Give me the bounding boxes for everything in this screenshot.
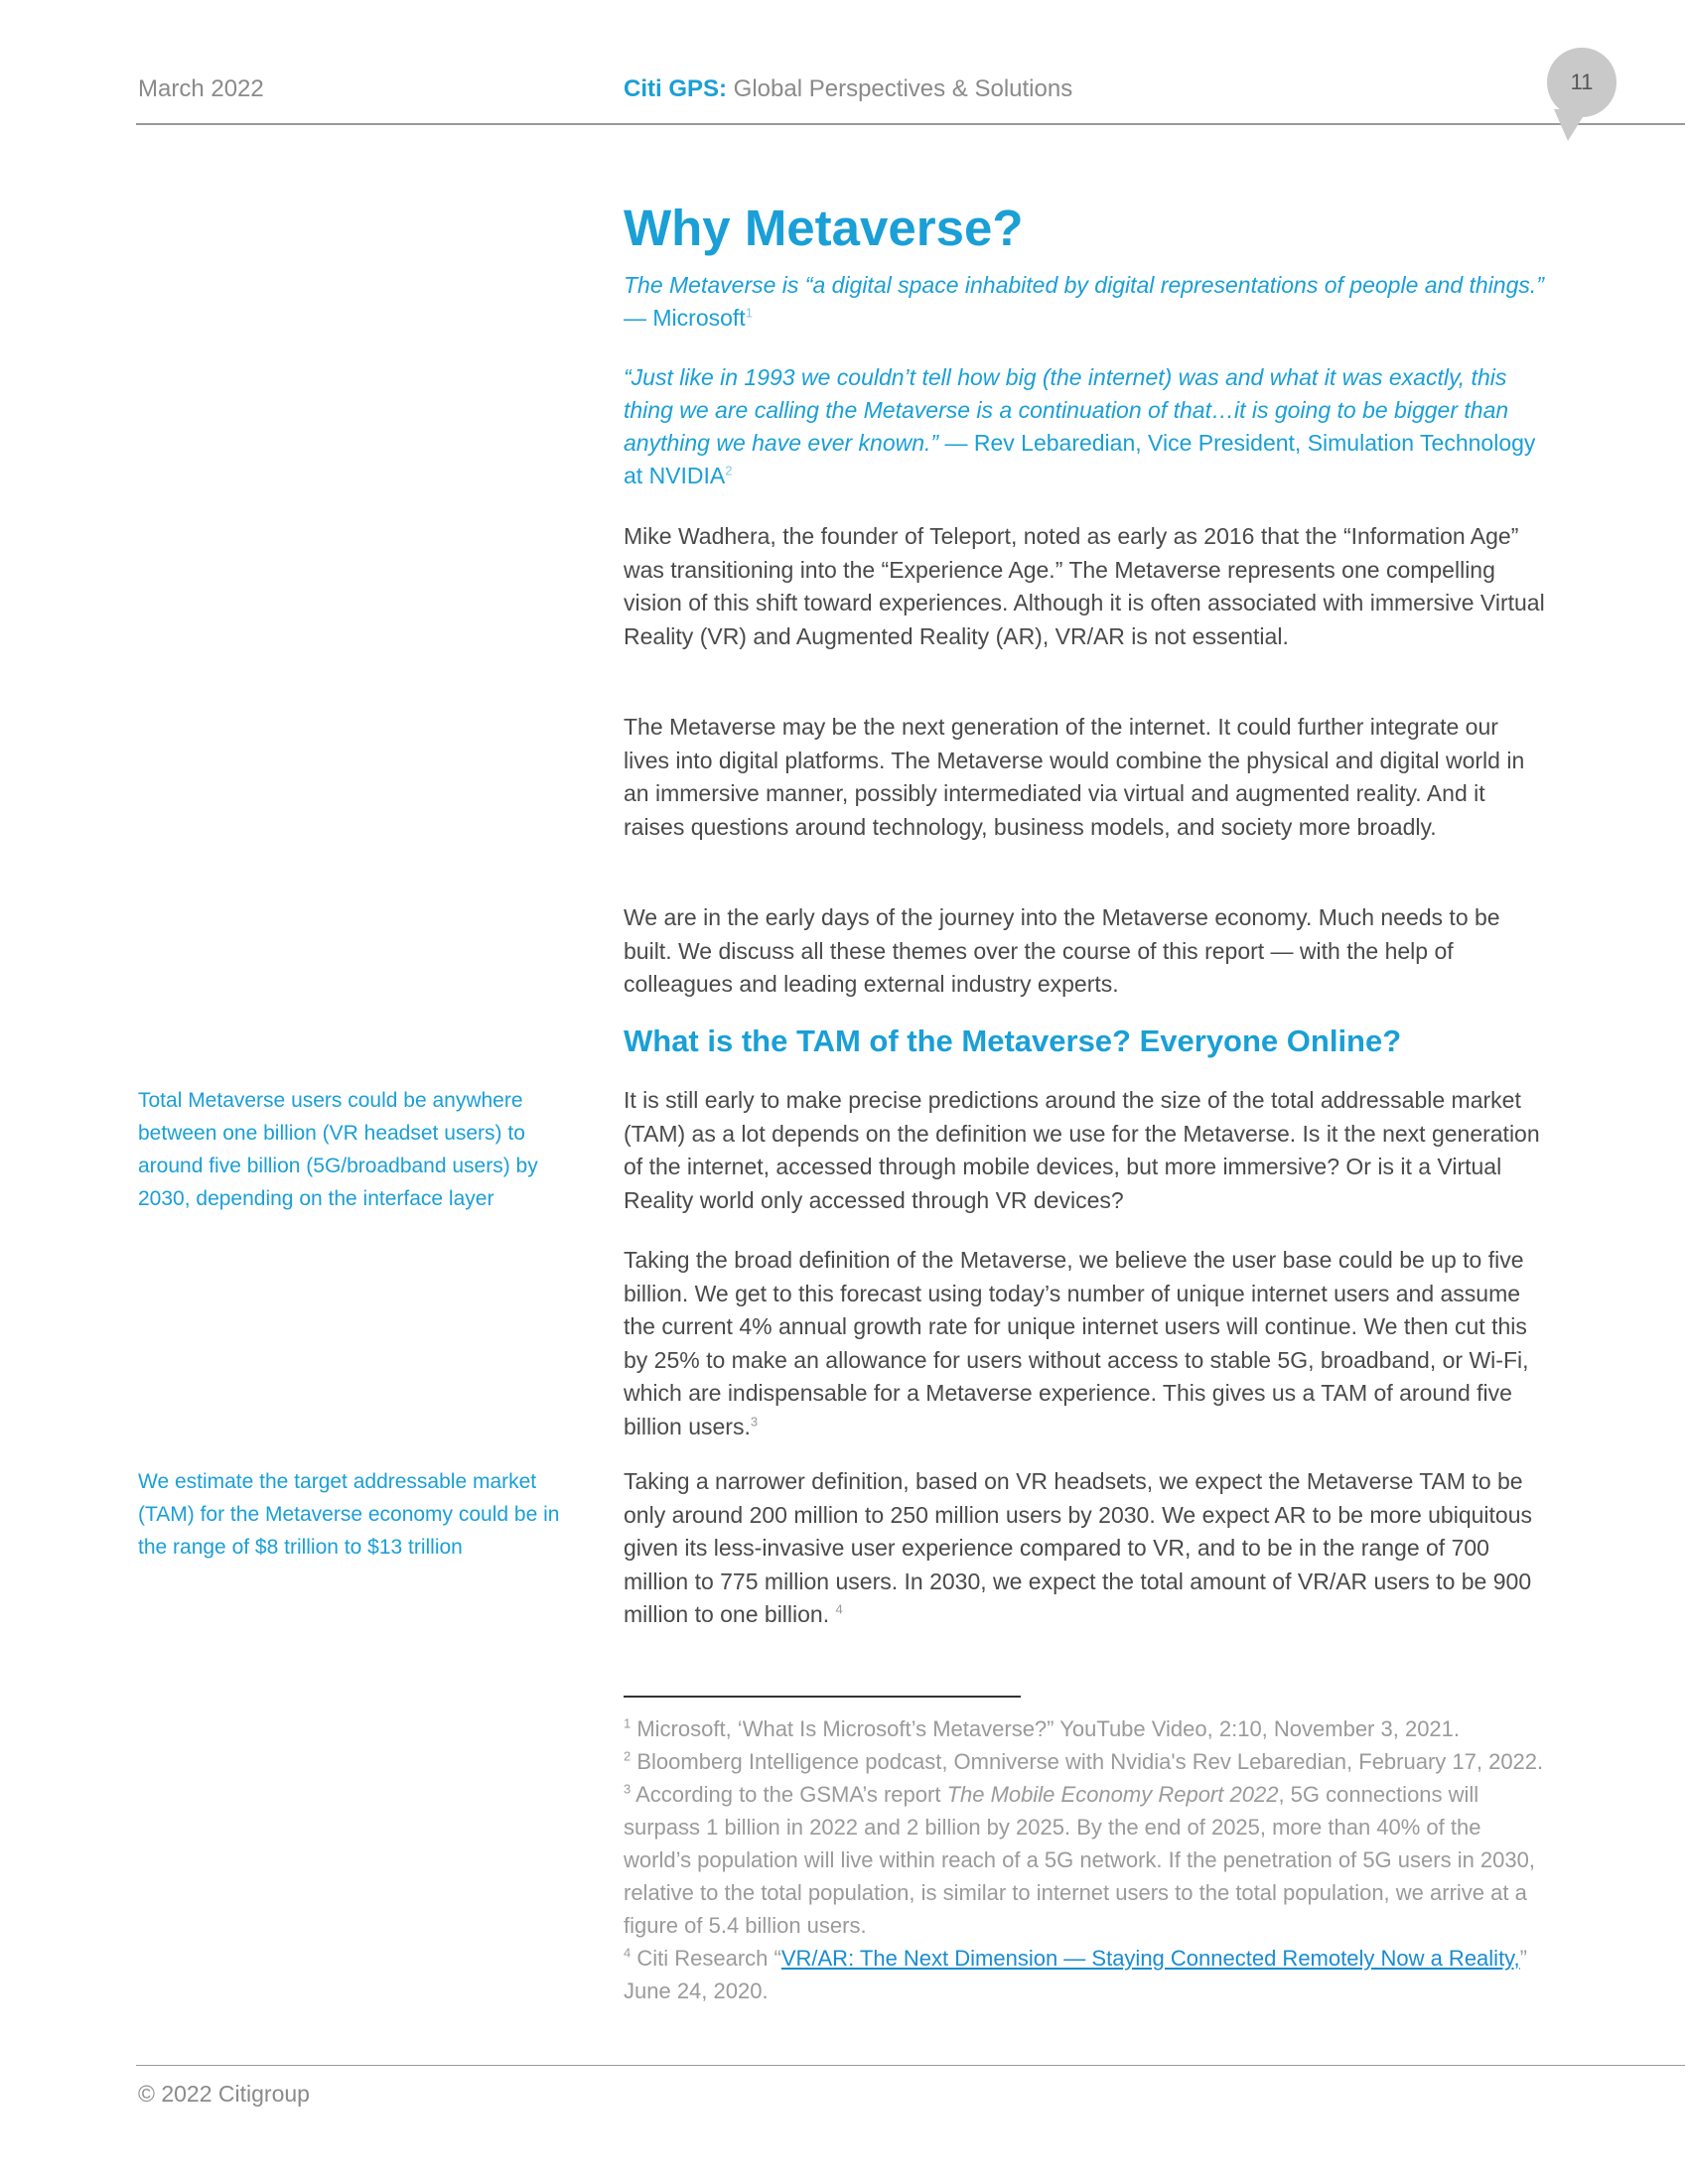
sidenote-users: Total Metaverse users could be anywhere between one billion (VR headset users) to around five billion (5G/broadband users) by 2030, depending on the interface layer: [138, 1089, 538, 1210]
section-paragraph-text: Taking a narrower definition, based on VR headsets, we expect the Metaverse TAM to be only around 200 million to 250 million users by 2030. We expect AR to be more ubiquitous given its less-invasive user experience compared to VR, and to be in the range of 700 million to 775 million users. In 2030, we expect the total amount of VR/AR users to be 900 million to one billion.: [624, 1468, 1532, 1627]
quote-nvidia: [624, 361, 1547, 492]
footnote-report-link[interactable]: VR/AR: The Next Dimension — Staying Connected Remotely Now a Reality,: [780, 1946, 1520, 1971]
footnote-4: [624, 1942, 1547, 2007]
footnote-report-title: The Mobile Economy Report 2022: [946, 1782, 1279, 1807]
section-heading-block: [624, 1025, 1547, 1056]
footnote-text: , 5G connections will surpass 1 billion in 2022 and 2 billion by 2025. By the end of 2025, more than 40% of the world’s population will live within reach of a 5G network. If the penetration of 5G users in 2030, relative to the total population, is similar to internet users to the total population, we arrive at a figure of 5.4 billion users.: [624, 1782, 1535, 1938]
footnote-number: 3: [624, 1781, 632, 1797]
footnote-text: Bloomberg Intelligence podcast, Omniverse with Nvidia's Rev Lebaredian, February 17, 2022.: [631, 1749, 1544, 1774]
footnote-text: Citi Research “: [631, 1946, 781, 1971]
footnote-ref-3[interactable]: 3: [750, 1413, 759, 1429]
footnote-number: 4: [624, 1945, 632, 1961]
footnote-number: 2: [624, 1748, 632, 1764]
title-block: [624, 200, 1547, 256]
footer-divider: [136, 2065, 1685, 2066]
footnotes: [624, 1712, 1547, 2007]
footnote-ref-4[interactable]: 4: [835, 1601, 843, 1617]
page-number-badge: [1547, 48, 1617, 117]
section-paragraph-text: It is still early to make precise predictions around the size of the total addressable market (TAM) as a lot depends on the definition we use for the Metaverse. Is it the next generation of the internet, accessed through mobile devices, but more immersive? Or is it a Virtual Reality world only accessed through VR devices?: [624, 1087, 1540, 1213]
header-divider: [136, 123, 1685, 125]
paragraph: The Metaverse may be the next generation of the internet. It could further integrate our lives into digital platforms. The Metaverse would combine the physical and digital world in an immersive manner, possibly intermediated via virtual and augmented reality. And it raises questions around technology, business models, and society more broadly.: [624, 714, 1525, 840]
page-title: Why Metaverse?: [624, 200, 1024, 256]
footnote-ref-1[interactable]: 1: [745, 305, 753, 321]
footnote-divider: [624, 1696, 1021, 1698]
footnote-3: [624, 1778, 1547, 1942]
paragraph: Mike Wadhera, the founder of Teleport, noted as early as 2016 that the “Information Age” was transitioning into the “Experience Age.” The Metaverse represents one compelling vision of this shift toward experiences. Although it is often associated with immersive Virtual Reality (VR) and Augmented Reality (AR), VR/AR is not essential.: [624, 523, 1545, 649]
footnote-2: [624, 1745, 1547, 1778]
section-paragraph: [624, 1084, 1547, 1217]
header-subtitle: Global Perspectives & Solutions: [727, 75, 1073, 102]
page-number: 11: [1570, 69, 1594, 94]
footnote-text: Microsoft, ‘What Is Microsoft’s Metaverse?” YouTube Video, 2:10, November 3, 2021.: [631, 1716, 1461, 1741]
footnote-text: According to the GSMA’s report: [631, 1782, 947, 1807]
header-publication-title: [624, 75, 1072, 103]
quote-2-text: “Just like in 1993 we couldn’t tell how big (the internet) was and what it was exactly, this thing we are calling the Metaverse is a continuation of that…it is going to be bigger than anything we have ever known.”: [624, 364, 1509, 456]
paragraph: We are in the early days of the journey into the Metaverse economy. Much needs to be built. We discuss all these themes over the course of this report — with the help of colleagues and leading external industry experts.: [624, 904, 1500, 997]
section-paragraph: [624, 1465, 1547, 1632]
section-paragraph-text: Taking the broad definition of the Metaverse, we believe the user base could be up to five billion. We get to this forecast using today’s number of unique internet users and assume the current 4% annual growth rate for unique internet users will continue. We then cut this by 25% to make an allowance for users without access to stable 5G, broadband, or Wi-Fi, which are indispensable for a Metaverse experience. This gives us a TAM of around five billion users.: [624, 1247, 1529, 1439]
quote-microsoft: [624, 269, 1547, 335]
footnote-ref-2[interactable]: 2: [725, 463, 733, 478]
quote-1-text: The Metaverse is “a digital space inhabited by digital representations of people and things.”: [624, 272, 1544, 298]
header-date: March 2022: [138, 75, 264, 102]
quote-1-attribution: — Microsoft: [624, 305, 746, 331]
footnote-1: [624, 1712, 1547, 1745]
sidenote-tam: We estimate the target addressable market (TAM) for the Metaverse economy could be in the range of $8 trillion to $13 trillion: [138, 1470, 560, 1559]
header-brand: Citi GPS:: [624, 75, 728, 102]
footnote-text: ” June 24, 2020.: [624, 1946, 1527, 2003]
footer-copyright: © 2022 Citigroup: [138, 2081, 310, 2107]
footnote-number: 1: [624, 1715, 632, 1731]
section-heading: What is the TAM of the Metaverse? Everyone Online?: [624, 1024, 1402, 1058]
quote-2-attribution: — Rev Lebaredian, Vice President, Simulation Technology at NVIDIA: [624, 430, 1536, 488]
section-paragraph: [624, 1244, 1547, 1443]
